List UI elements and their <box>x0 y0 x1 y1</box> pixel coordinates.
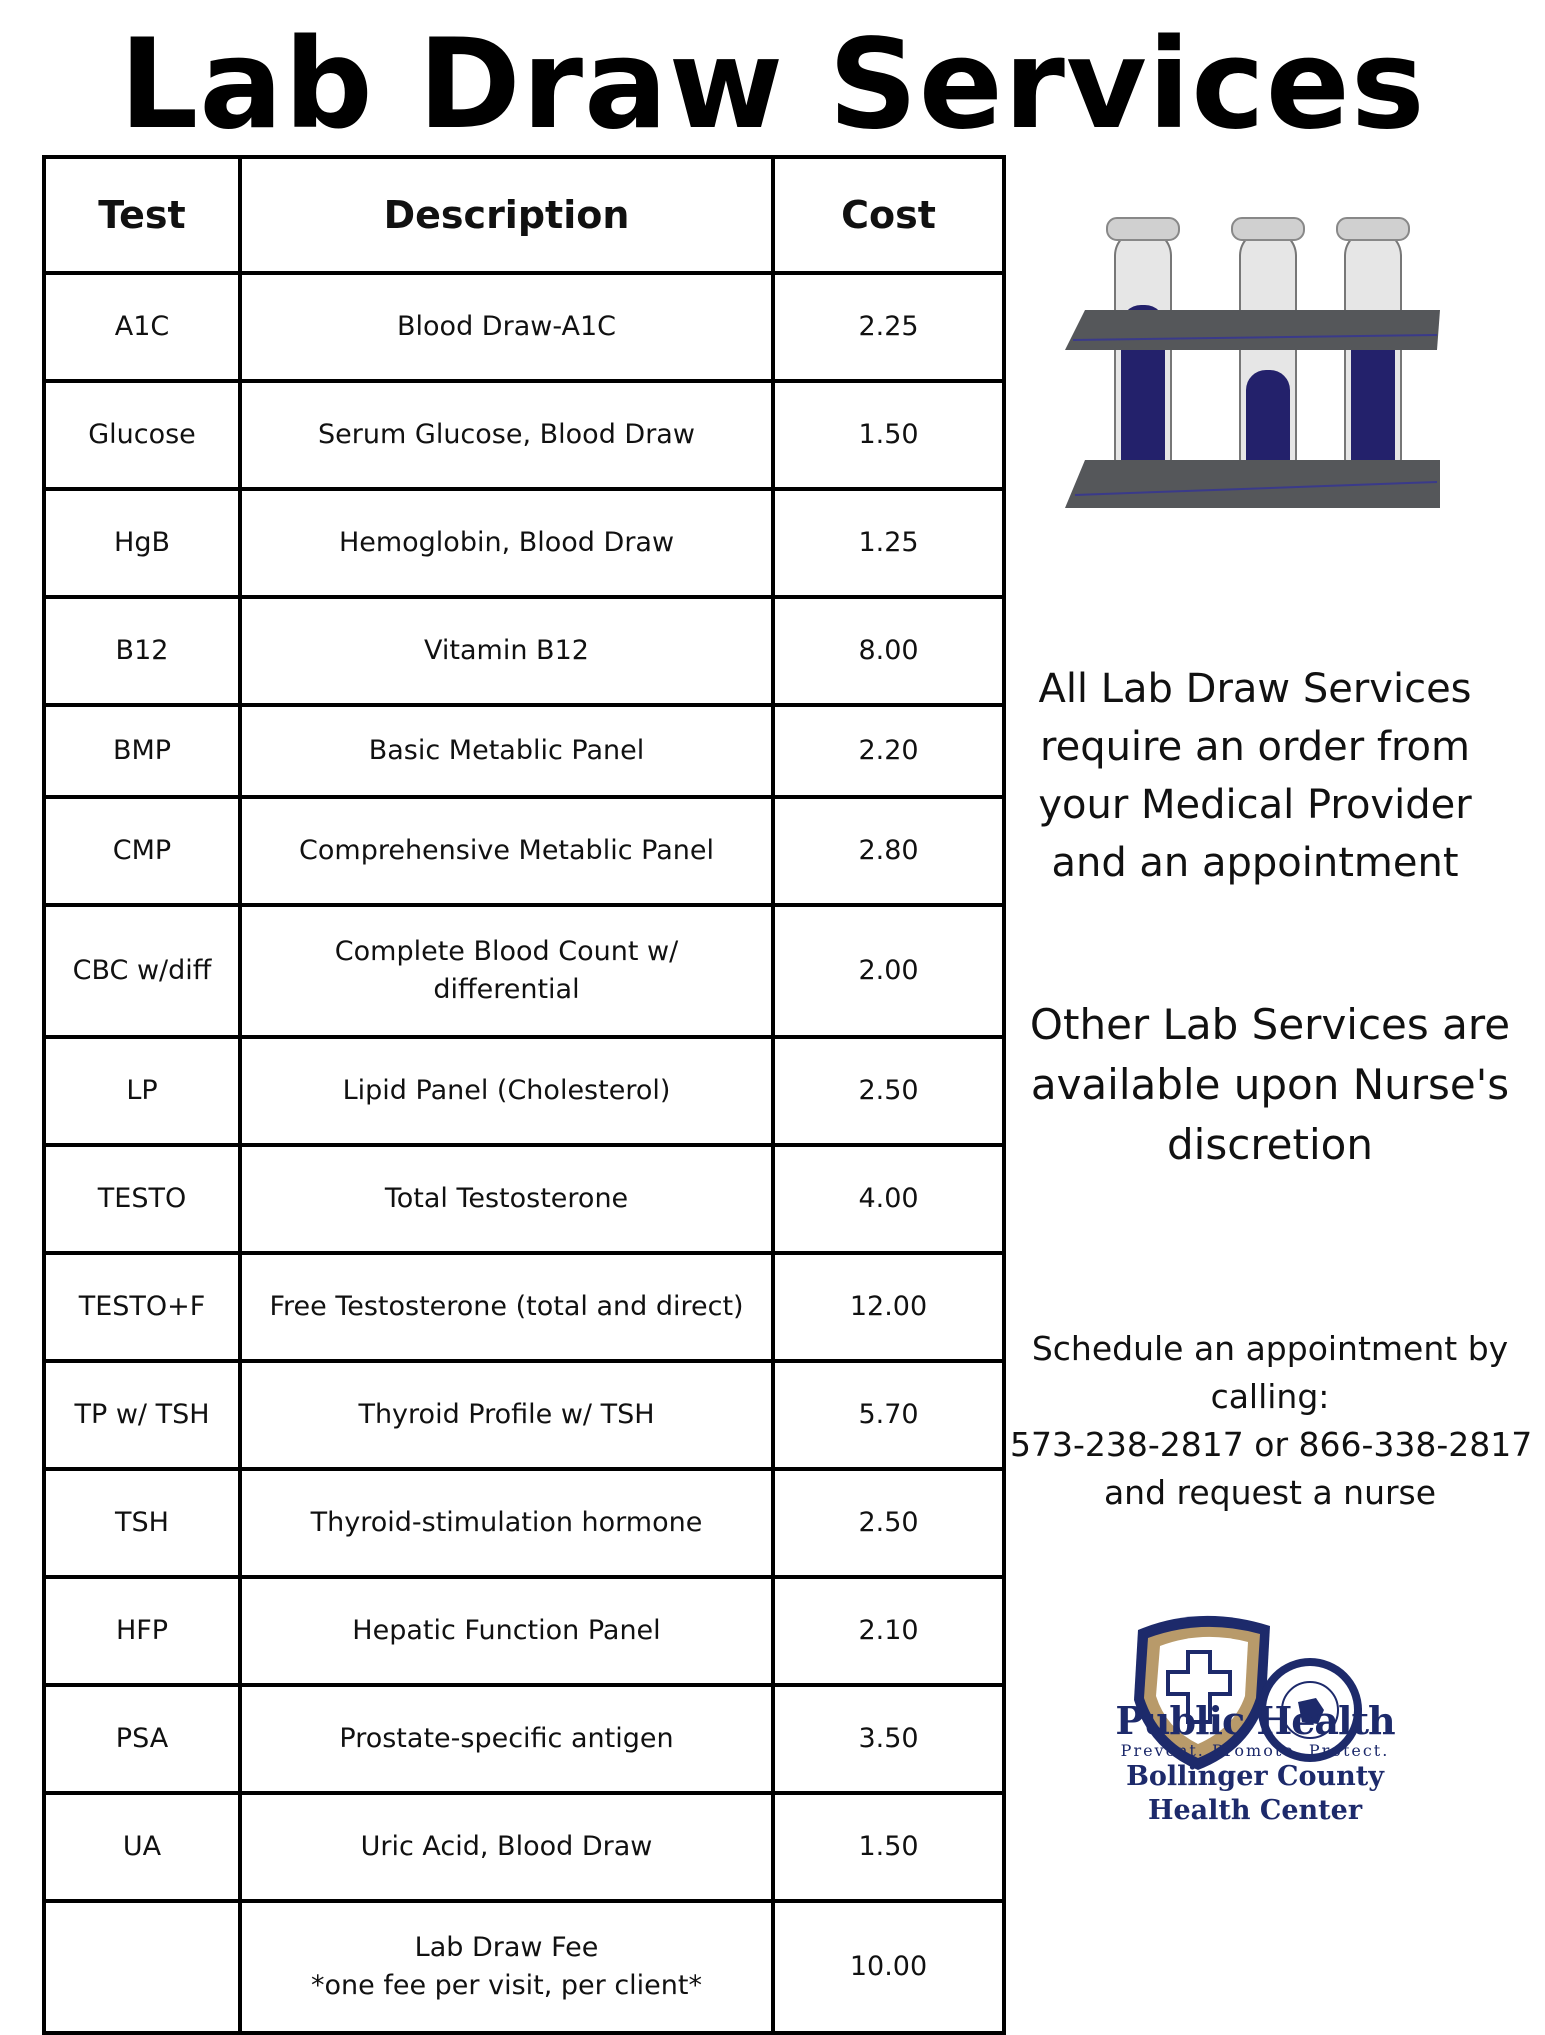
cell-test: TP w/ TSH <box>44 1361 240 1469</box>
cell-cost: 2.50 <box>773 1037 1004 1145</box>
cell-description: Blood Draw-A1C <box>240 273 773 381</box>
cell-cost: 2.80 <box>773 797 1004 905</box>
cell-cost: 2.10 <box>773 1577 1004 1685</box>
cell-cost: 1.50 <box>773 1793 1004 1901</box>
table-row <box>44 597 1004 705</box>
cell-description: Basic Metablic Panel <box>240 705 773 797</box>
cell-cost: 2.00 <box>773 905 1004 1037</box>
cell-test: TESTO <box>44 1145 240 1253</box>
tube-cap-3 <box>1337 218 1409 240</box>
cell-test: CMP <box>44 797 240 905</box>
cell-cost: 2.50 <box>773 1469 1004 1577</box>
cell-cost: 8.00 <box>773 597 1004 705</box>
cell-test: BMP <box>44 705 240 797</box>
logo-tagline: Prevent. Promote. Protect. <box>1120 1741 1390 1760</box>
table-row <box>44 273 1004 381</box>
tube-cap-1 <box>1107 218 1179 240</box>
other-services-notice: Other Lab Services are available upon Nurse's discretion <box>1029 1000 1511 1169</box>
phone-numbers: 573-238-2817 or 866-338-2817 <box>1010 1425 1533 1464</box>
table-row <box>44 1577 1004 1685</box>
cell-test: TESTO+F <box>44 1253 240 1361</box>
table-row <box>44 381 1004 489</box>
cell-cost: 3.50 <box>773 1685 1004 1793</box>
schedule-text: Schedule an appointment by calling: <box>1031 1329 1509 1416</box>
table-row <box>44 1685 1004 1793</box>
cell-cost: 12.00 <box>773 1253 1004 1361</box>
cell-test: HFP <box>44 1577 240 1685</box>
logo-name: Public Health <box>1115 1698 1395 1743</box>
request-nurse-text: and request a nurse <box>1103 1473 1437 1512</box>
table-row <box>44 1145 1004 1253</box>
cell-description: Lab Draw Fee *one fee per visit, per client* <box>240 1901 773 2033</box>
cell-test: LP <box>44 1037 240 1145</box>
cell-description: Lipid Panel (Cholesterol) <box>240 1037 773 1145</box>
table-row <box>44 489 1004 597</box>
cell-description: Free Testosterone (total and direct) <box>240 1253 773 1361</box>
table-row <box>44 1793 1004 1901</box>
test-tubes-rack-icon <box>1045 210 1455 540</box>
cell-test: TSH <box>44 1469 240 1577</box>
column-header-test: Test <box>44 157 240 273</box>
cell-description: Comprehensive Metablic Panel <box>240 797 773 905</box>
table-header-row <box>44 157 1004 273</box>
schedule-notice <box>1010 1325 1533 1517</box>
cell-cost: 10.00 <box>773 1901 1004 2033</box>
price-table <box>42 155 1006 2035</box>
table-row <box>44 1901 1004 2033</box>
cell-test: CBC w/diff <box>44 905 240 1037</box>
page-title: Lab Draw Services <box>119 13 1426 157</box>
table-row <box>44 797 1004 905</box>
cell-description: Vitamin B12 <box>240 597 773 705</box>
logo-org-line1: Bollinger County <box>1126 1761 1384 1792</box>
cell-test: UA <box>44 1793 240 1901</box>
cell-description: Thyroid Profile w/ TSH <box>240 1361 773 1469</box>
organization-logo-text <box>1090 1700 1420 1828</box>
cell-test: Glucose <box>44 381 240 489</box>
column-header-description: Description <box>240 157 773 273</box>
cell-cost: 1.25 <box>773 489 1004 597</box>
cell-test: A1C <box>44 273 240 381</box>
cell-description: Complete Blood Count w/ differential <box>240 905 773 1037</box>
cell-description: Total Testosterone <box>240 1145 773 1253</box>
cell-cost: 1.50 <box>773 381 1004 489</box>
cell-cost: 4.00 <box>773 1145 1004 1253</box>
cell-test <box>44 1901 240 2033</box>
table-row <box>44 705 1004 797</box>
table-row <box>44 905 1004 1037</box>
cell-test: B12 <box>44 597 240 705</box>
cell-description: Prostate-specific antigen <box>240 1685 773 1793</box>
table-row <box>44 1469 1004 1577</box>
table-row <box>44 1253 1004 1361</box>
table-row <box>44 1361 1004 1469</box>
table-body <box>44 273 1004 2033</box>
cell-test: PSA <box>44 1685 240 1793</box>
logo-org-line2: Health Center <box>1147 1795 1363 1826</box>
order-required-notice: All Lab Draw Services require an order from your Medical Provider and an appointment <box>1038 666 1472 886</box>
cell-cost: 2.20 <box>773 705 1004 797</box>
cell-description: Thyroid-stimulation hormone <box>240 1469 773 1577</box>
table-row <box>44 1037 1004 1145</box>
cell-description: Serum Glucose, Blood Draw <box>240 381 773 489</box>
cell-test: HgB <box>44 489 240 597</box>
cell-cost: 5.70 <box>773 1361 1004 1469</box>
cell-description: Hepatic Function Panel <box>240 1577 773 1685</box>
column-header-cost: Cost <box>773 157 1004 273</box>
cell-description: Hemoglobin, Blood Draw <box>240 489 773 597</box>
cell-cost: 2.25 <box>773 273 1004 381</box>
tube-cap-2 <box>1232 218 1304 240</box>
cell-description: Uric Acid, Blood Draw <box>240 1793 773 1901</box>
